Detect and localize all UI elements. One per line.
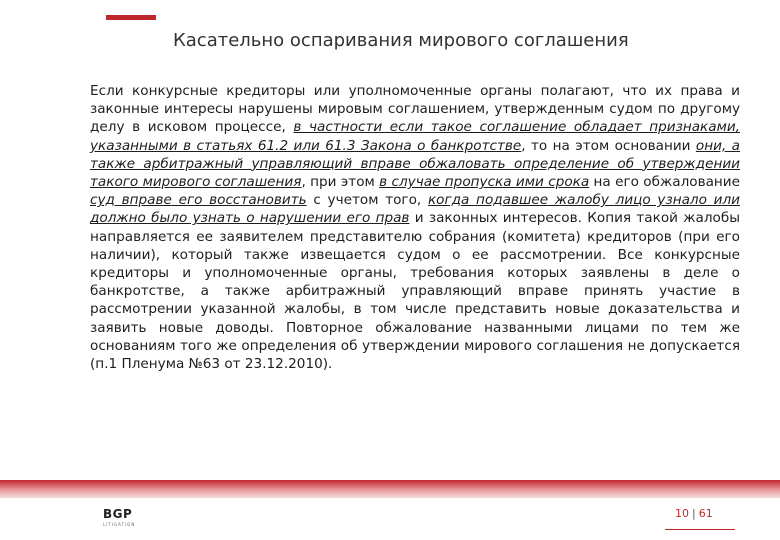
- body-segment: с учетом того,: [306, 192, 428, 209]
- title-accent-bar: [106, 15, 156, 20]
- body-segment: , при этом: [301, 174, 380, 191]
- page-number: [675, 507, 713, 520]
- footer-gradient-band: [0, 480, 780, 498]
- body-segment: и законных интересов. Копия такой жалобы направляется ее заявителем представителю собрания (комитета) кредиторов (при его наличии), который также извещается судом о ее рассмотрении. Все конкурсные кредиторы и уполномоченные органы, требования которых заявлены в деле о банкротстве, а также арбитражный управляющий вправе принять участие в рассмотрении указанной жалобы, в том числе представить новые доказательства и заявить новые доводы. Повторное обжалование названными лицами по тем же основаниям того же определения об утверждении мирового соглашения не допускается (п.1 Пленума №63 от 23.12.2010).: [90, 210, 740, 373]
- page-current: 10: [675, 507, 689, 520]
- body-segment-underlined: суд вправе его восстановить: [90, 192, 307, 209]
- slide-body-text: [90, 82, 740, 373]
- page-separator: |: [692, 507, 696, 520]
- company-logo: [103, 507, 135, 527]
- page-total: 61: [698, 507, 713, 520]
- body-segment: Если конкурсные кредиторы или уполномоченные органы полагают, что их права и законные интересы нарушены мировым соглашением, утвержденным судом по другому делу в исковом процессе,: [90, 83, 740, 136]
- logo-text: BGP: [103, 507, 133, 521]
- body-segment-underlined: в случае пропуска ими срока: [379, 174, 590, 191]
- body-segment: , то на этом основании: [521, 137, 696, 154]
- body-segment-underlined: они, а также арбитражный управляющий вправе обжаловать определение об утверждении такого мирового соглашения: [90, 137, 740, 191]
- slide-title: Касательно оспаривания мирового соглашения: [173, 30, 629, 51]
- logo-subtitle: LITIGATION: [103, 522, 136, 527]
- body-segment: на его обжалование: [589, 174, 741, 191]
- body-segment-underlined: когда подавшее жалобу лицо узнало или должно было узнать о нарушении его прав: [90, 192, 740, 227]
- page-number-underline: [665, 529, 735, 530]
- body-segment-underlined: в частности если такое соглашение обладает признаками, указанными в статьях 61.2 или 61.3 Закона о банкротстве: [90, 119, 740, 154]
